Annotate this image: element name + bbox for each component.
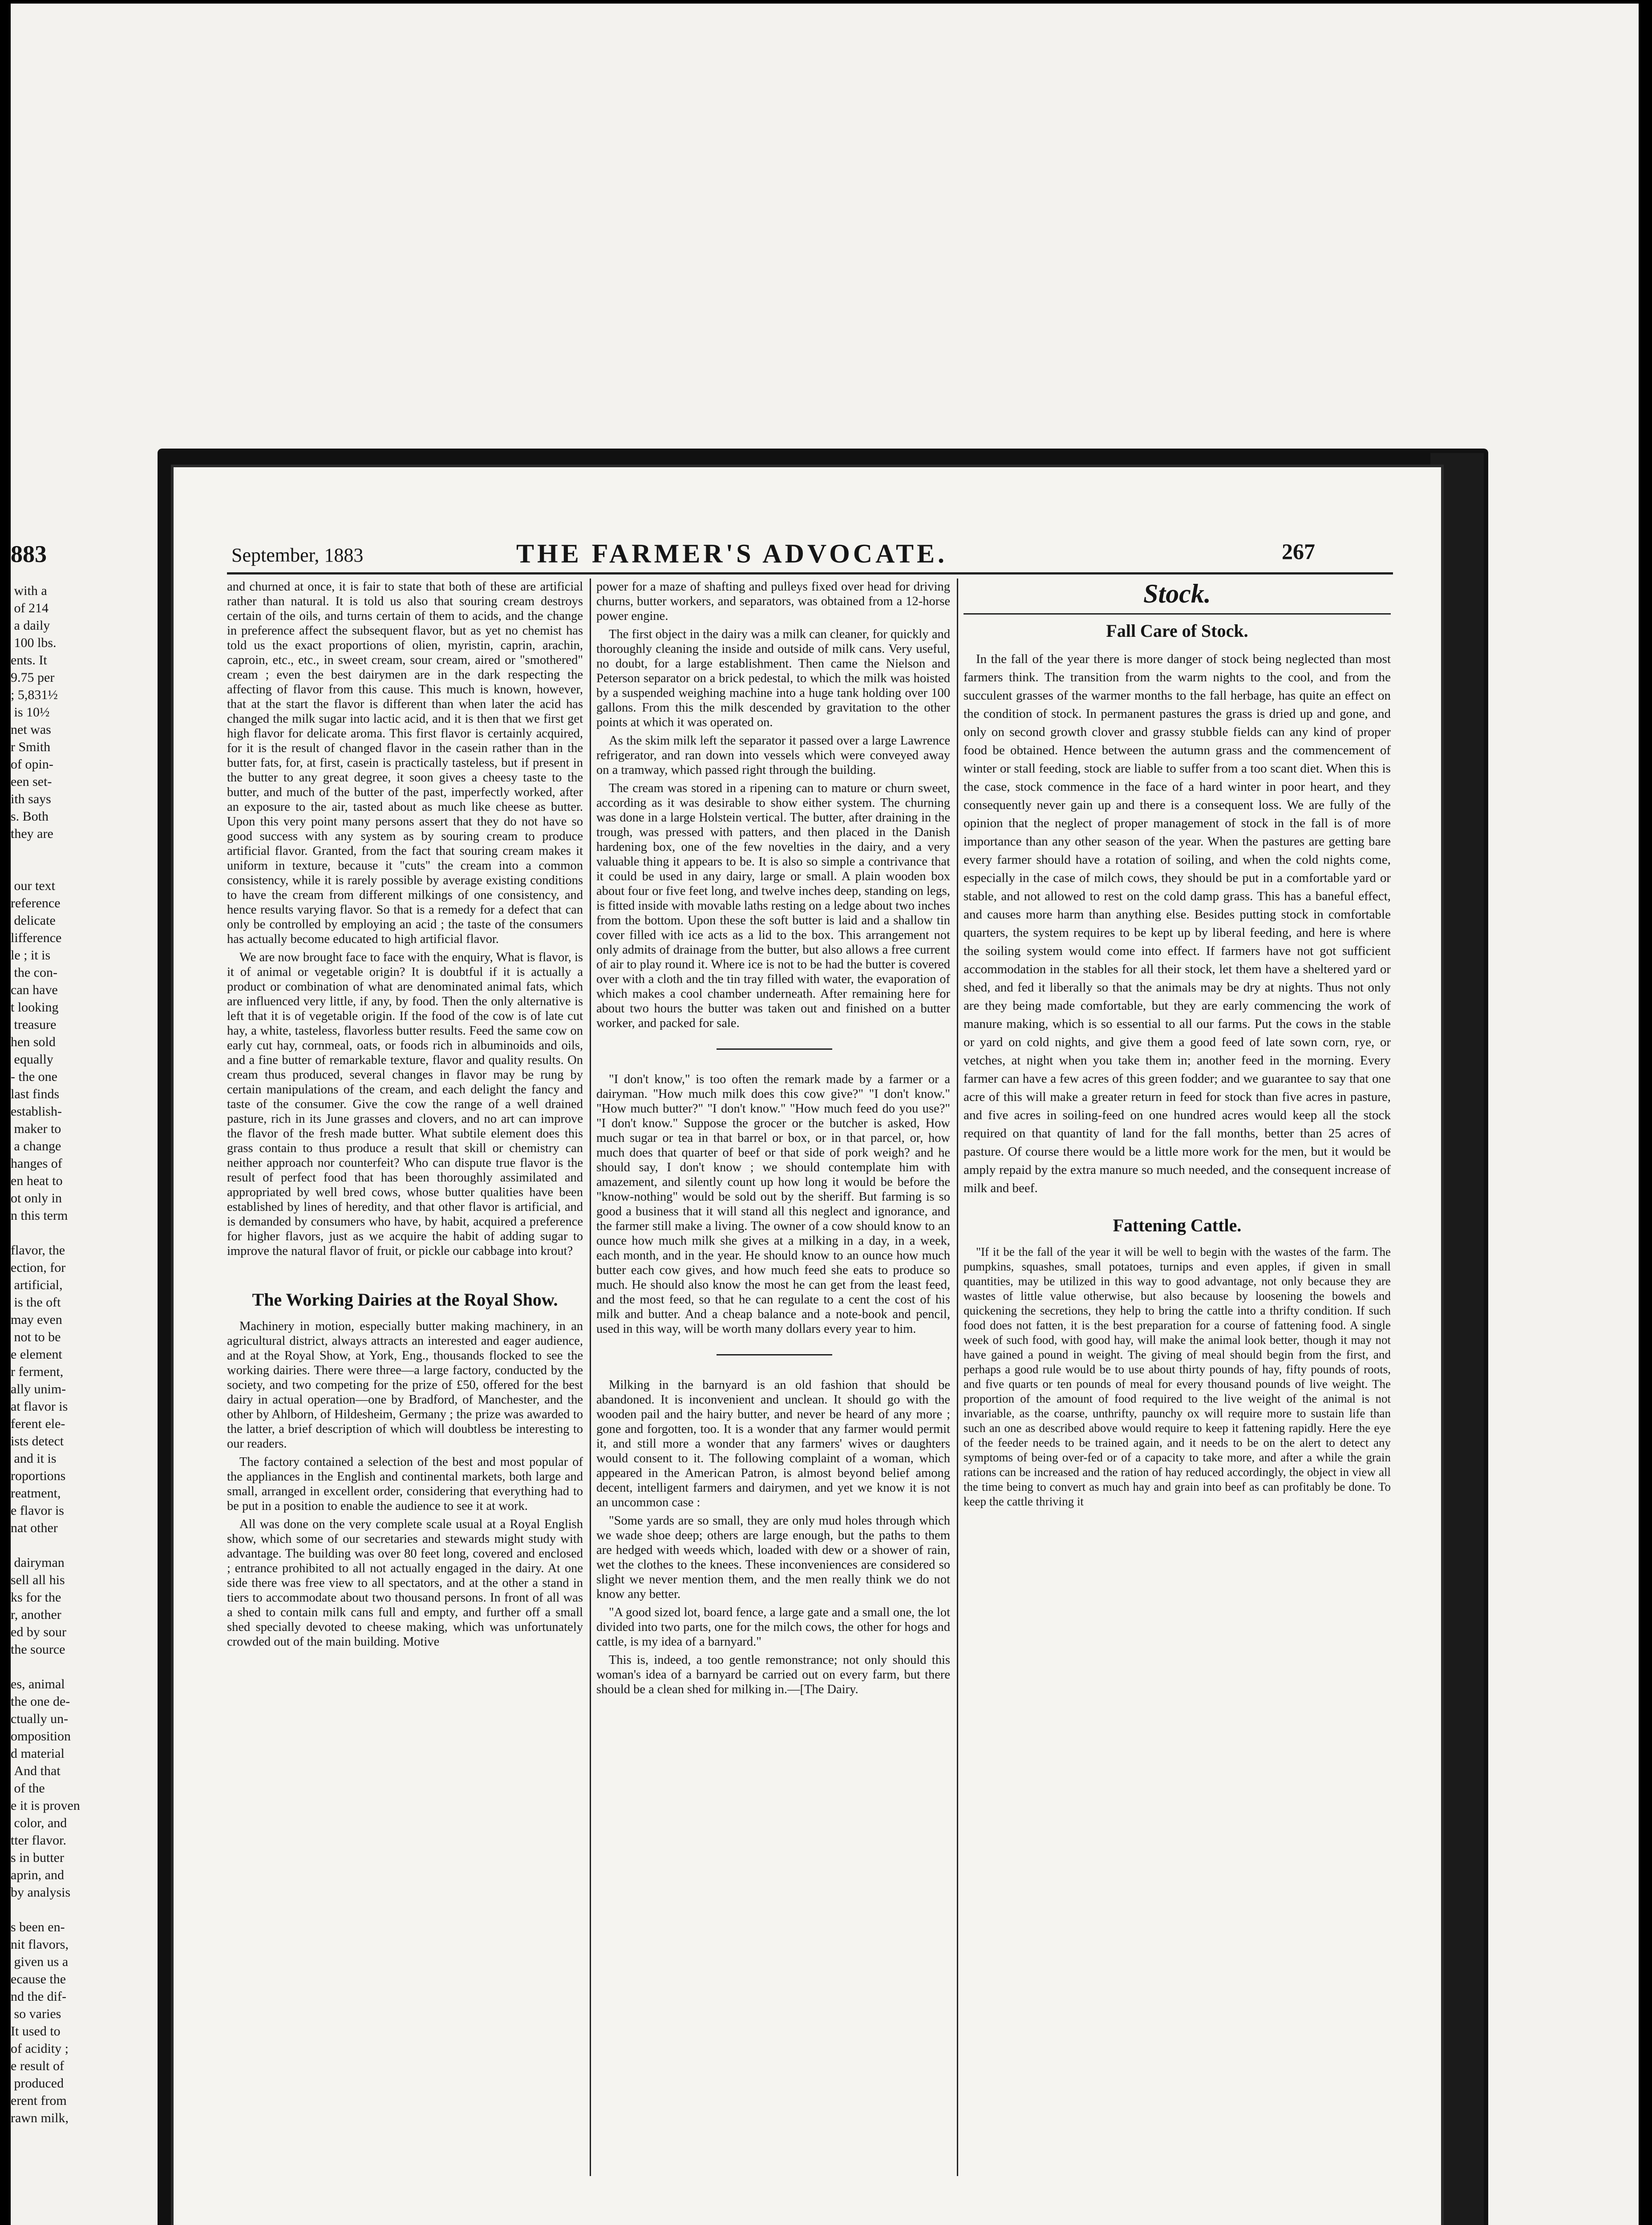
article-separator (717, 1048, 832, 1050)
left-edge-line: lifference (11, 930, 62, 945)
left-edge-line: omposition (11, 1729, 71, 1744)
left-edge-line: r, another (11, 1607, 61, 1622)
left-edge-line: so varies (11, 2007, 61, 2021)
left-edge-line: ferent ele- (11, 1416, 65, 1431)
col2-paragraph: power for a maze of shafting and pulleys fixed over head for driving churns, butter workers, and separators, was obtained from a 12-horse power engine. (596, 580, 950, 623)
left-page-edge-text (11, 582, 122, 2127)
masthead-title: THE FARMER'S ADVOCATE. (516, 539, 947, 568)
left-edge-line: last finds (11, 1087, 60, 1101)
left-edge-line: ed by sour (11, 1625, 66, 1639)
issue-date: September, 1883 (231, 544, 364, 566)
left-edge-line: hen sold (11, 1035, 56, 1049)
col2-paragraph: The first object in the dairy was a milk can cleaner, for quickly and thoroughly cleaning the inside and outside of milk cans. Very useful, no doubt, for a large establishment. Then came the Nielson and Peterson separator on a brick pedestal, to which the milk was hoisted by a suspended weighing machine into a huge tank holding over 100 gallons. From this the milk descended by gravitation to the other points at which it was operated on. (596, 627, 950, 729)
left-edge-line: of acidity ; (11, 2041, 69, 2056)
left-page-date-fragment: 883 (11, 541, 47, 567)
col3-paragraph: "If it be the fall of the year it will be well to begin with the wastes of the farm. The pumpkins, squashes, small potatoes, turnips and even apples, if given in small quantities, may be utilized in this way to good advantage, not only because they are wastes of little value otherwise, but also because by loosening the bowels and quickening the secretions, they help to bring the cattle into a thrifty condition. If such food does not fatten, it is the best preparation for a course of fattening food. A single week of such food, with good hay, will make the animal look better, though it may not have gained a pound in weight. The giving of meal should begin from the first, and perhaps a good rule would be to use about thirty pounds of hay, fifty pounds of roots, and five quarts or ten pounds of meal for every thousand pounds of live weight. The proportion of the amount of food required to the live weight of the animal is not invariable, as the coarse, unthrifty, paunchy ox will require more to sustain life than such an one as described above would require to keep it fattening rapidly. Here the eye of the feeder needs to be trained again, and it needs to be on the alert to detect any symptoms of being over-fed or of a capacity to take more, and after a while the grain rations can be increased and the ration of hay reduced accordingly, the object in view all the time being to convert as much hay and grain into beef as can profitably be done. To keep the cattle thriving it (964, 1245, 1391, 1508)
left-edge-line: nit flavors, (11, 1937, 69, 1952)
left-edge-line: can have (11, 983, 58, 997)
col2-paragraph: As the skim milk left the separator it passed over a large Lawrence refrigerator, and ran down into vessels which were conveyed away on a tramway, which passed right through the building. (596, 734, 950, 777)
col2-paragraph: "Some yards are so small, they are only mud holes through which we wade shoe deep; others are large enough, but the paths to them are hedged with weeds which, loaded with dew or a shower of rain, wet the clothes to the knees. These inconveniences are considered so slight we never mention them, and the men really think we do not know any better. (596, 1514, 950, 1601)
col2-paragraph: "A good sized lot, board fence, a large gate and a small one, the lot divided into two parts, one for the milch cows, the other for hogs and cattle, is my idea of a barnyard." (596, 1606, 950, 1649)
col1-paragraph: Machinery in motion, especially butter making machinery, in an agricultural district, always attracts an interested and eager audience, and at the Royal Show, at York, Eng., thousands flocked to see the working dairies. There were three—a large factory, conducted by the society, and two competing for the prize of £50, offered for the best dairy in actual operation—one by Bradford, of Manchester, and the other by Ahlborn, of Hildesheim, Germany ; the prize was awarded to the latter, a brief description of which will doubtless be interesting to our readers. (227, 1319, 583, 1451)
col2-paragraph: Milking in the barnyard is an old fashion that should be abandoned. It is inconvenient and unclean. It should go with the wooden pail and the hairy butter, and never be heard of any more ; gone and forgotten, too. It is a wonder that any farmer would permit it, and still more a wonder that any farmers' wives or daughters would consent to it. The following complaint of a woman, which appeared in the American Patron, is almost beyond belief among decent, intelligent farmers and dairymen, and yet we know it is not an uncommon case : (596, 1378, 950, 1509)
left-edge-line: e result of (11, 2059, 64, 2073)
left-edge-line: a daily (11, 618, 50, 633)
page-number: 267 (1282, 539, 1315, 564)
col1-paragraph: and churned at once, it is fair to state that both of these are artificial rather than natural. It is told us also that souring cream destroys certain of the oils, and turns certain of them to acids, and the change in preference affect the subsequent flavor, but as yet no chemist has told us the exact proportions of olien, myristin, caprin, arachin, caproin, etc., etc., in sweet cream, sour cream, aired or "smothered" cream ; even the best dairymen are in the dark respecting the affecting of flavor from this cause. This much is known, however, that at the start the flavor is different than when later the acid has changed the milk sugar into lactic acid, and it is then that we first get high flavor for delicate aroma. This first flavor is certainly acquired, for it is the result of changed flavor in the casein rather than in the butter fats, for, at first, casein is practically tasteless, but if present in the butter to any great degree, it soon gives a cheesy taste to the butter, and much of the butter of the past, imperfectly worked, after an exposure to the air, tasted about as much like cheese as butter. Upon this very point many persons assert that they do not have so good success with any system as by souring cream to produce artificial flavor. Granted, from the fact that souring cream makes it uniform in texture, because it "cuts" the cream into a common consistency, while it is rarely possible by average existing conditions to have the cream from different milkings of one consistency, and hence results varying flavor. So that is a remedy for a defect that can only be controlled by employing an acid ; the taste of the consumers has actually become educated to high artificial flavor. (227, 580, 583, 946)
left-edge-line: of the (11, 1781, 45, 1796)
left-edge-line: ents. It (11, 653, 47, 668)
left-edge-line: - the one (11, 1069, 57, 1084)
left-edge-line: It used to (11, 2024, 61, 2039)
left-edge-line: reatment, (11, 1486, 61, 1501)
left-edge-line: is the oft (11, 1295, 61, 1310)
left-edge-line: s. Both (11, 809, 49, 824)
left-edge-line: aprin, and (11, 1868, 64, 1882)
left-edge-line: ecause the (11, 1972, 66, 1986)
left-edge-line: establish- (11, 1104, 62, 1119)
left-edge-line: e flavor is (11, 1503, 64, 1518)
left-edge-line: maker to (11, 1121, 61, 1136)
left-edge-line: net was (11, 722, 51, 737)
left-edge-line: ot only in (11, 1191, 62, 1206)
left-edge-line: ection, for (11, 1260, 66, 1275)
left-edge-line: d material (11, 1746, 65, 1761)
left-edge-line: equally (11, 1052, 53, 1067)
left-edge-line: ists detect (11, 1434, 64, 1448)
col2-paragraph: The cream was stored in a ripening can to mature or churn sweet, according as it was desirable to show either system. The churning was done in a large Holstein vertical. The butter, after draining in the trough, was pressed with patters, and then placed in the Danish hardening box, one of the few novelties in the dairy, and a very valuable thing it appears to be. It is also so simple a contrivance that it could be used in any dairy, large or small. A plain wooden box about four or five feet long, and twelve inches deep, standing on legs, is fitted inside with movable laths resting on a ledge about two inches from the bottom. Upon these the soft butter is laid and a shallow tin cover filled with ice acts as a lid to the box. This arrangement not only admits of drainage from the butter, but also allows a free current of air to play round it. Where ice is not to be had the butter is covered over with a cloth and the tin tray filled with water, the evaporation of which makes a cool chamber underneath. After remaining here for about two hours the butter was taken out and finished on a butter worker, and packed for sale. (596, 781, 950, 1030)
scanned-page (11, 4, 1639, 2225)
col3-paragraph: In the fall of the year there is more danger of stock being neglected than most farmers think. The transition from the warm nights to the cool, and from the succulent grasses of the warmer months to the fall herbage, has quite an effect on the condition of stock. In permanent pastures the grass is dried up and gone, and only on second growth clover and grassy stubble fields can any kind of proper food be obtained. Hence between the autumn grass and the commencement of winter or stall feeding, stock are liable to suffer from a too scant diet. When this is the case, stock commence in the face of a hard winter in poor heart, and they consequently never gain up and there is a consequent loss. We are fully of the opinion that the neglect of proper management of stock in the fall is of more importance than any other season of the year. When the pastures are getting bare every farmer should have a rotation of soiling, and when the cold nights come, especially in the case of milch cows, they should be put in a comfortable yard or stable, and not allowed to rest on the cold damp grass. This has a baneful effect, and causes more harm than anything else. Besides putting stock in comfortable quarters, the system requires to be kept up by liberal feeding, and here is where the soiling system would come into effect. If farmers have not got sufficient accommodation in the stables for all their stock, let them have a sheltered yard or shed, and fed it liberally so that the animals may be dry at nights. Thus not only are they being made comfortable, but they are early commencing the work of manure making, which is so essential to all our farms. Put the cows in the stable or yard on cold nights, and give them a good feed of late sown corn, rye, or vetches, at night when you take them in; another feed in the morning. Every farmer can have a few acres of this green fodder; and we guarantee to say that one acre of this will make a greater return in feed for stock than five acres in pasture, and five acres in soiling-feed on one hundred acres would keep all the stock required on that quantity of land for the fall months, better than 25 acres of pasture. Of course there would be a little more work for the men, but it would be amply repaid by the extra manure so much needed, and the consequent increase of milk and beef. (964, 652, 1391, 1195)
left-edge-line (11, 1224, 122, 1242)
col2-paragraph: This is, indeed, a too gentle remonstrance; not only should this woman's idea of a barnyard be carried out on every farm, but there should be a clean shed for milking in.—[The Dairy. (596, 1653, 950, 1696)
left-edge-line: our text (11, 878, 55, 893)
left-edge-line: 100 lbs. (11, 635, 57, 650)
left-edge-line: en heat to (11, 1173, 63, 1188)
left-edge-line: hanges of (11, 1156, 62, 1171)
column-rule-2 (957, 578, 958, 2176)
column-2 (596, 579, 950, 1700)
left-edge-line: of 214 (11, 601, 49, 615)
column-1 (227, 579, 583, 1653)
left-edge-line: e element (11, 1347, 62, 1362)
left-edge-line: sell all his (11, 1573, 65, 1587)
left-edge-line: nat other (11, 1521, 58, 1535)
left-edge-line: es, animal (11, 1677, 65, 1691)
left-edge-line: e it is proven (11, 1798, 80, 1813)
article-heading: Fall Care of Stock. (1106, 621, 1248, 641)
left-edge-line: And that (11, 1764, 61, 1778)
col2-paragraph: "I don't know," is too often the remark made by a farmer or a dairyman. "How much milk does this cow give?" "I don't know." "How much butter?" "I don't know." "How much feed do you use?" "I don't know." Suppose the grocer or the butcher is asked, How much sugar or tea in that barrel or box, or in that parcel, or, how much does that quarter of beef or that side of pork weigh? and he should say, I don't know ; we should contemplate him with amazement, and silently count up how long it would be before the "know-nothing" would be sold out by the sheriff. But farming is so good a business that it will stand all this neglect and ignorance, and the farmer still make a living. The owner of a cow should know to an ounce how much milk she gives at a milking in a day, in a week, each month, and in the year. He should know to an ounce how much butter each cow gives, and how much feed she eats to produce so much. He should also know the most he can get from the least feed, and the most feed, so that he can regulate to a cent the cost of his milk and butter. And a cheap balance and a note-book and pencil, used in this way, will be worth many dollars every year to him. (596, 1072, 950, 1336)
left-edge-line: by analysis (11, 1885, 71, 1900)
section-rule (964, 613, 1391, 615)
section-title: Stock. (1143, 579, 1211, 608)
left-edge-line: reference (11, 896, 61, 910)
left-edge-line: nd the dif- (11, 1989, 66, 2004)
left-edge-line: given us a (11, 1954, 69, 1969)
left-edge-line (11, 860, 122, 877)
left-edge-line: n this term (11, 1208, 68, 1223)
left-edge-line: artificial, (11, 1278, 63, 1292)
article-heading: The Working Dairies at the Royal Show. (252, 1290, 558, 1310)
left-edge-line: may even (11, 1312, 62, 1327)
left-edge-line: le ; it is (11, 948, 51, 963)
left-edge-line: with a (11, 583, 47, 598)
left-edge-line: the source (11, 1642, 65, 1657)
left-edge-line: s been en- (11, 1920, 65, 1934)
left-edge-line: not to be (11, 1330, 61, 1344)
left-edge-line: they are (11, 826, 53, 841)
column-3 (964, 579, 1391, 1513)
left-edge-line: rawn milk, (11, 2111, 69, 2125)
left-edge-line: erent from (11, 2093, 67, 2108)
left-edge-line: and it is (11, 1451, 57, 1466)
left-edge-line: ks for the (11, 1590, 61, 1605)
left-edge-line (11, 1901, 122, 1918)
article-separator (717, 1354, 832, 1355)
left-edge-line: color, and (11, 1816, 67, 1830)
left-edge-line: produced (11, 2076, 64, 2091)
left-edge-line: ith says (11, 792, 51, 806)
left-edge-line: t looking (11, 1000, 59, 1015)
left-edge-line: at flavor is (11, 1399, 68, 1414)
col1-paragraph: All was done on the very complete scale usual at a Royal English show, which some of our secretaries and stewards might study with advantage. The building was over 80 feet long, covered and enclosed ; entrance prohibited to all not actually engaged in the dairy. At one side there was free view to all spectators, and at the other a stand in tiers to accommodate about two thousand persons. In front of all was a shed to contain milk cans full and empty, and further off a small shed specially devoted to cheese making, which was unfortunately crowded out of the main building. Motive (227, 1517, 583, 1649)
left-edge-line: delicate (11, 913, 56, 928)
left-edge-line: s in butter (11, 1850, 64, 1865)
left-edge-line: dairyman (11, 1555, 65, 1570)
left-edge-line (11, 1658, 122, 1675)
col1-paragraph: We are now brought face to face with the enquiry, What is flavor, is it of animal or vegetable origin? It is doubtful if it is actually a product or combination of what are denominated animal fats, which are influenced very little, if any, by food. Then the only alternative is left that it is of vegetable origin. If the food of the cow is of late cut hay, a white, tasteless, flavorless butter results. Feed the same cow on early cut hay, cornmeal, oats, or foods rich in albuminoids and oils, and a fine butter of remarkable texture, flavor and quality results. On cream thus produced, several changes in flavor may be rung by certain manipulations of the cream, and each delight the fancy and taste of the consumer. Give the cow the range of a well drained pasture, rich in its June grasses and clovers, and no art can improve the flavor of the fresh made butter. What subtile element does this grass contain to thus produce a result that skill or chemistry can neither approach nor counterfeit? Who can dispute true flavor is the result of perfect food that has been thoroughly assimilated and appropriated by well bred cows, whose butter qualities have been established by lines of heredity, and that other flavor is artificial, and is demanded by consumers who have, by habit, acquired a preference for higher flavors, just as we acquire the habit of adding sugar to improve the natural flavor of fruit, or pickle our cabbage into krout? (227, 951, 583, 1258)
left-edge-line: the con- (11, 965, 57, 980)
left-edge-line: r ferment, (11, 1364, 64, 1379)
left-edge-line: is 10½ (11, 705, 50, 720)
left-edge-line: ally unim- (11, 1382, 66, 1396)
left-edge-line (11, 1537, 122, 1554)
left-edge-line: ; 5,831½ (11, 688, 58, 702)
left-edge-line: flavor, the (11, 1243, 65, 1258)
column-rule-1 (590, 578, 591, 2176)
left-edge-line: treasure (11, 1017, 57, 1032)
left-edge-line: ctually un- (11, 1711, 69, 1726)
header-rule (227, 572, 1393, 574)
newspaper-page (171, 465, 1444, 2225)
col1-paragraph: The factory contained a selection of the best and most popular of the appliances in the English and continental markets, both large and small, arranged in excellent order, considering that everything had to be put in a position to enable the audience to see it at work. (227, 1455, 583, 1513)
left-edge-line: tter flavor. (11, 1833, 66, 1848)
left-edge-line: a change (11, 1139, 61, 1153)
article-heading: Fattening Cattle. (1113, 1215, 1242, 1235)
left-edge-line (11, 842, 122, 860)
left-edge-line: roportions (11, 1468, 66, 1483)
left-edge-line: 9.75 per (11, 670, 55, 685)
left-edge-line: r Smith (11, 740, 51, 754)
left-edge-line: of opin- (11, 757, 53, 772)
left-edge-line: een set- (11, 774, 52, 789)
left-edge-line: the one de- (11, 1694, 70, 1709)
